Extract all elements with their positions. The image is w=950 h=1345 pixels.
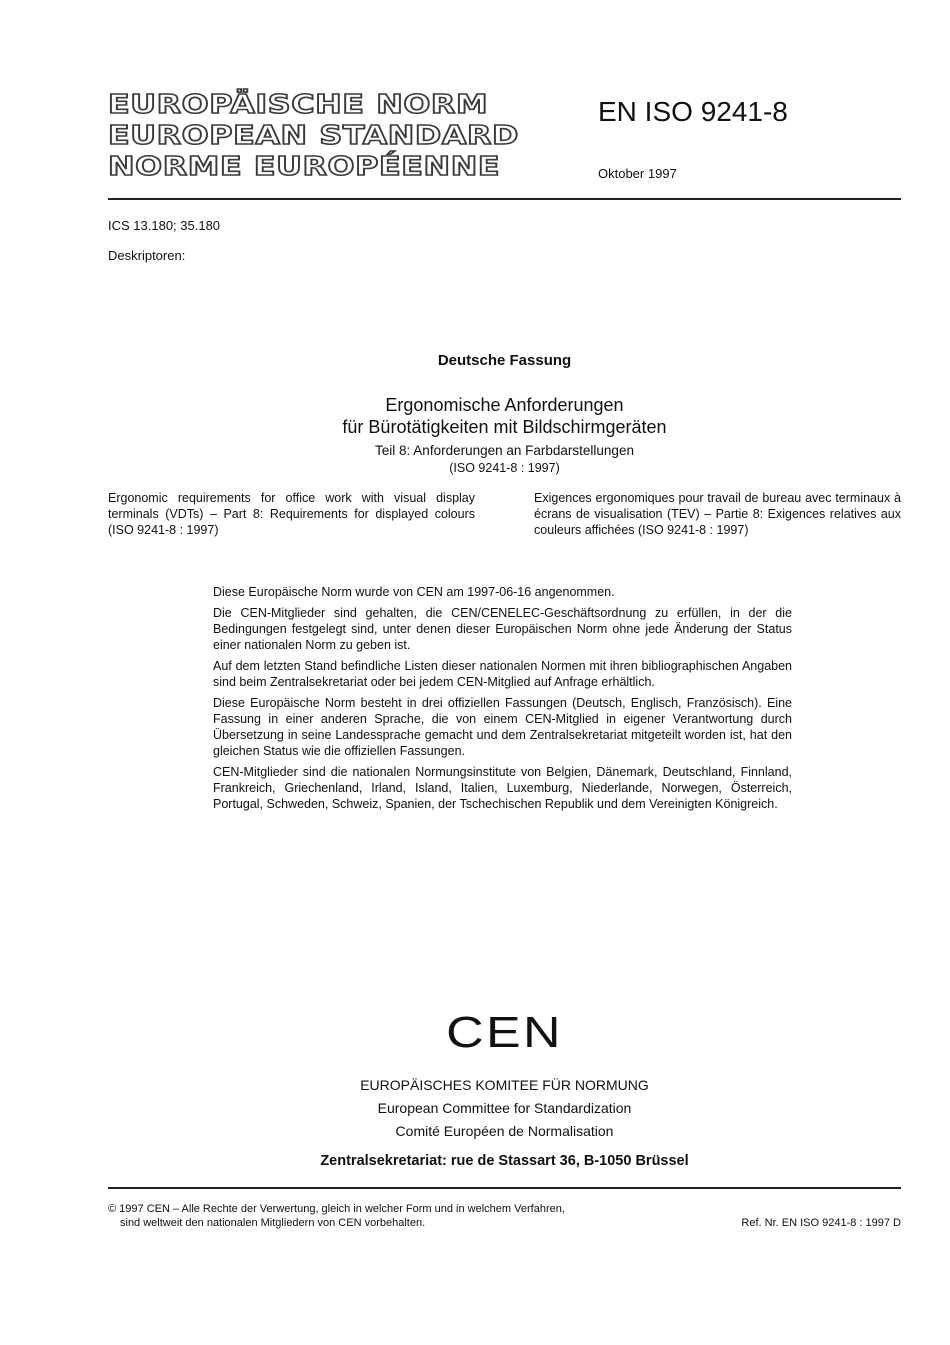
title-iso-ref: (ISO 9241-8 : 1997)	[449, 461, 560, 475]
title-part: Teil 8: Anforderungen an Farbdarstellungen	[375, 443, 634, 458]
secretariat-address: Zentralsekretariat: rue de Stassart 36, B-1050 Brüssel	[320, 1153, 689, 1169]
title-line-1: Ergonomische Anforderungen	[385, 395, 624, 415]
publication-date: Oktober 1997	[598, 166, 677, 181]
norm-logo	[108, 90, 520, 183]
copyright-notice	[108, 1202, 668, 1230]
header-divider	[108, 198, 901, 200]
cen-logo-text: CEN	[446, 1008, 563, 1057]
english-title: Ergonomic requirements for office work with visual display terminals (VDTs) – Part 8: Requirements for displayed colours (ISO 9241-8 : 1997)	[108, 491, 475, 537]
body-paragraph-3: Auf dem letzten Stand befindliche Listen dieser nationalen Normen mit ihren bibliographischen Angaben sind beim Zentralsekretariat oder bei jedem CEN-Mitglied auf Anfrage erhältlich.	[213, 659, 792, 689]
logo-line-german: EUROPÄISCHE NORM	[108, 90, 489, 120]
ics-code: ICS 13.180; 35.180	[108, 218, 221, 233]
body-text	[213, 584, 792, 817]
org-name-english: European Committee for Standardization	[377, 1100, 632, 1116]
copyright-line-2: sind weltweit den nationalen Mitgliedern von CEN vorbehalten.	[120, 1217, 426, 1229]
body-paragraph-2: Die CEN-Mitglieder sind gehalten, die CEN/CENELEC-Geschäftsordnung zu erfüllen, in der die Bedingungen festgelegt sind, unter denen dieser Europäischen Norm ohne jede Änderung der Status einer nationalen Norm zu geben ist.	[213, 606, 792, 652]
body-paragraph-4: Diese Europäische Norm besteht in drei offiziellen Fassungen (Deutsch, Englisch, Französisch). Eine Fassung in einer anderen Sprache, die von einem CEN-Mitglied in eigener Verantwortung durch Übersetzung in seine Landessprache gemacht und dem Zentralsekretariat mitgeteilt worden ist, hat den gleichen Status wie die offiziellen Fassungen.	[213, 696, 792, 758]
french-title: Exigences ergonomiques pour travail de bureau avec terminaux à écrans de visualisation (TEV) – Partie 8: Exigences relatives aux couleurs affichées (ISO 9241-8 : 1997)	[534, 491, 901, 537]
version-heading: Deutsche Fassung	[437, 352, 572, 369]
logo-line-french: NORME EUROPÉENNE	[108, 152, 501, 182]
standard-number: EN ISO 9241-8	[598, 96, 788, 127]
title-line-2: für Bürotätigkeiten mit Bildschirmgeräten	[342, 417, 667, 437]
body-paragraph-1: Diese Europäische Norm wurde von CEN am 1997-06-16 angenommen.	[213, 585, 615, 599]
footer-divider	[108, 1187, 901, 1189]
reference-number: Ref. Nr. EN ISO 9241-8 : 1997 D	[741, 1217, 901, 1229]
descriptors-label: Deskriptoren:	[108, 248, 186, 263]
cen-logo	[108, 1008, 901, 1058]
logo-line-english: EUROPEAN STANDARD	[108, 121, 520, 151]
org-name-french: Comité Européen de Normalisation	[395, 1123, 614, 1139]
body-paragraph-5: CEN-Mitglieder sind die nationalen Normungsinstitute von Belgien, Dänemark, Deutschland, Finnland, Frankreich, Griechenland, Irland, Island, Italien, Luxemburg, Niederlande, Norwegen, Österreich, Portugal, Schweden, Schweiz, Spanien, der Tschechischen Republik und dem Vereinigten Königreich.	[213, 765, 792, 811]
copyright-line-1: © 1997 CEN – Alle Rechte der Verwertung, gleich in welcher Form und in welchem Verfahren,	[108, 1203, 565, 1215]
org-name-german: EUROPÄISCHES KOMITEE FÜR NORMUNG	[360, 1077, 649, 1093]
